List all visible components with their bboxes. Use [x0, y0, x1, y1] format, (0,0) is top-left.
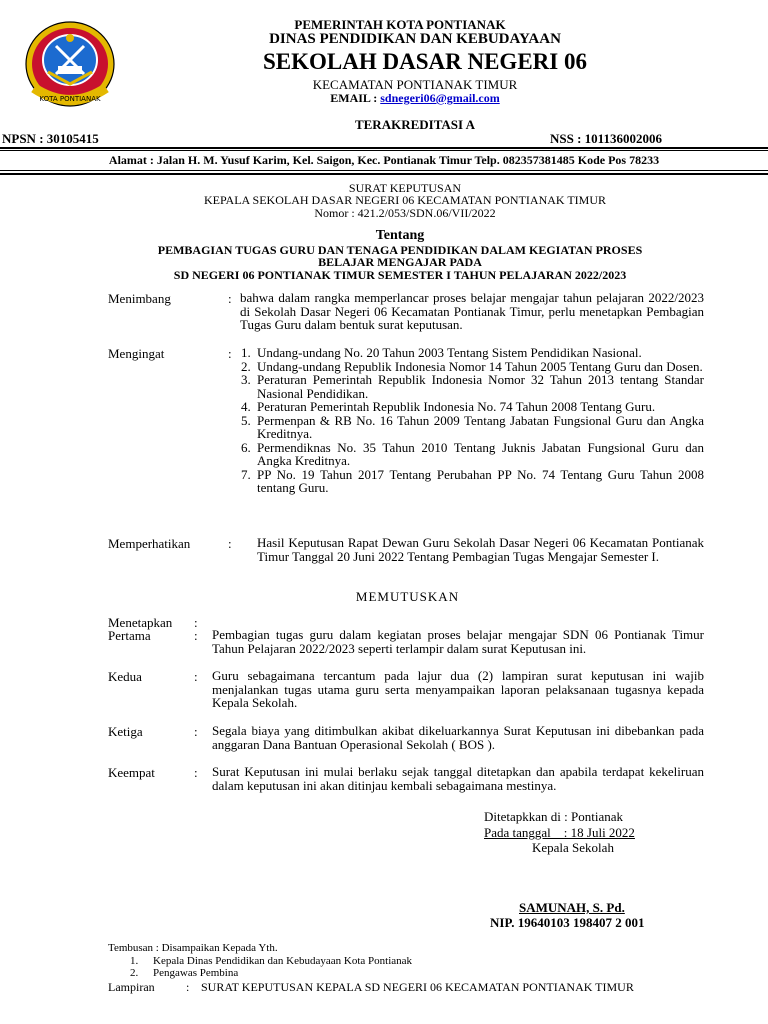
header-rule-top [0, 147, 768, 149]
tembusan-item-2: Pengawas Pembina [153, 967, 239, 979]
ketiga-text: Segala biaya yang ditimbulkan akibat dikeluarkannya Surat Keputusan ini dibebankan pada anggaran Dana Bantuan Operasional Sekolah ( BOS ). [212, 723, 704, 752]
list-item: 7. PP No. 19 Tahun 2017 Tentang Perubahan PP No. 74 Tentang Guru Tahun 2008 tentang Guru. [241, 466, 704, 495]
list-item: 5. Permenpan & RB No. 16 Tahun 2009 Tentang Jabatan Fungsional Guru dan Angka Kreditnya. [241, 412, 704, 441]
title-surat-keputusan: SURAT KEPUTUSAN [348, 181, 462, 195]
tembusan-title: Tembusan : Disampaikan Kepada Yth. [108, 942, 278, 954]
keempat-label: Keempat [108, 765, 155, 780]
akreditasi: TERAKREDITASI A [354, 117, 476, 132]
list-item: 2. Undang-undang Republik Indonesia Nomor 14 Tahun 2005 Tentang Guru dan Dosen. [241, 358, 703, 374]
pertama-colon: : [194, 628, 198, 643]
mengingat-list [241, 346, 704, 495]
nss: NSS : 101136002006 [550, 131, 662, 146]
subject-line2: BELAJAR MENGAJAR PADA [318, 255, 482, 269]
keempat-text: Surat Keputusan ini mulai berlaku sejak tanggal ditetapkan dan apabila terdapat kekeliruan dalam keputusan ini akan ditinjau kembali sebagaimana mestinya. [212, 764, 704, 793]
menimbang-label: Menimbang [108, 291, 171, 306]
header-email-row [0, 91, 768, 106]
title-kepala: KEPALA SEKOLAH DASAR NEGERI 06 KECAMATAN PONTIANAK TIMUR [203, 193, 607, 207]
signer-nip: NIP. 19640103 198407 2 001 [490, 915, 645, 930]
lampiran-label: Lampiran [108, 980, 155, 994]
email-link[interactable]: sdnegeri06@gmail.com [380, 91, 500, 105]
ketiga-colon: : [194, 724, 198, 739]
list-item: 3. Peraturan Pemerintah Republik Indonesia Nomor 32 Tahun 2013 tentang Standar Nasional Pendidikan. [241, 372, 704, 401]
tembusan-item-1: Kepala Dinas Pendidikan dan Kebudayaan Kota Pontianak [153, 955, 413, 967]
signer-name: SAMUNAH, S. Pd. [519, 900, 625, 915]
subject-line3: SD NEGERI 06 PONTIANAK TIMUR SEMESTER I TAHUN PELAJARAN 2022/2023 [173, 268, 627, 282]
pada-tanggal: Pada tanggal : 18 Juli 2022 [484, 825, 635, 840]
jabatan-kepala: Kepala Sekolah [532, 840, 614, 855]
ketiga-label: Ketiga [108, 724, 143, 739]
memperhatikan-colon: : [228, 536, 232, 551]
header-line2: DINAS PENDIDIKAN DAN KEBUDAYAAN [269, 31, 561, 47]
lampiran-colon: : [186, 980, 190, 994]
header-line1: PEMERINTAH KOTA PONTIANAK [294, 17, 506, 32]
ditetapkan-di: Ditetapkkan di : Pontianak [484, 809, 624, 824]
tembusan-num-2: 2. [130, 967, 139, 979]
subject-line1: PEMBAGIAN TUGAS GURU DAN TENAGA PENDIDIKAN DALAM KEGIATAN PROSES [157, 243, 643, 257]
list-item: 4. Peraturan Pemerintah Republik Indonesia No. 74 Tahun 2008 Tentang Guru. [241, 399, 656, 414]
header-rule-top-thin [0, 150, 768, 151]
title-nomor: Nomor : 421.2/053/SDN.06/VII/2022 [314, 206, 496, 220]
alamat: Alamat : Jalan H. M. Yusuf Karim, Kel. Saigon, Kec. Pontianak Timur Telp. 082357381485 Kode Pos 78233 [108, 153, 660, 167]
pertama-text: Pembagian tugas guru dalam kegiatan proses belajar mengajar SDN 06 Pontianak Timur Tahun Pelajaran 2022/2023 seperti terlampir dalam surat Keputusan ini. [212, 627, 704, 656]
menetapkan-colon: : [194, 615, 198, 630]
tembusan-num-1: 1. [130, 955, 139, 967]
menimbang-text: bahwa dalam rangka memperlancar proses belajar mengajar tahun pelajaran 2022/2023 di Sekolah Dasar Negeri 06 Kecamatan Pontianak Timur, perlu menetapkan Pembagian Tugas Guru dalam bentuk surat keputusan. [240, 290, 704, 332]
pertama-label: Pertama [108, 628, 151, 643]
mengingat-label: Mengingat [108, 346, 165, 361]
list-item: 1. Undang-undang No. 20 Tahun 2003 Tentang Sistem Pendidikan Nasional. [241, 345, 642, 360]
kedua-label: Kedua [108, 669, 142, 684]
menetapkan-label: Menetapkan [108, 615, 173, 630]
email-label: EMAIL : [330, 91, 378, 105]
header-kecamatan: KECAMATAN PONTIANAK TIMUR [312, 77, 518, 92]
header-rule-bottom [0, 173, 768, 175]
title-tentang: Tentang [375, 228, 425, 243]
memperhatikan-label: Memperhatikan [108, 536, 191, 551]
logo-text: KOTA PONTIANAK [39, 95, 101, 103]
header-school-name: SEKOLAH DASAR NEGERI 06 [263, 49, 587, 74]
list-item: 6. Permendiknas No. 35 Tahun 2010 Tentang Juknis Jabatan Fungsional Guru dan Angka Kreditnya. [241, 439, 704, 468]
memutuskan-heading: MEMUTUSKAN [355, 589, 460, 604]
kedua-text: Guru sebagaimana tercantum pada lajur dua (2) lampiran surat keputusan ini wajib menjalankan tugas utama guru serta menyampaikan laporan pelaksanaan tugasnya kepada Kepala Sekolah. [212, 668, 704, 710]
keempat-colon: : [194, 765, 198, 780]
mengingat-colon: : [228, 346, 232, 361]
header-rule-bottom-thin [0, 170, 768, 171]
npsn: NPSN : 30105415 [2, 131, 99, 146]
memperhatikan-text: Hasil Keputusan Rapat Dewan Guru Sekolah Dasar Negeri 06 Kecamatan Pontianak Timur Tanggal 20 Juni 2022 Tentang Pembagian Tugas Mengajar Semester I. [257, 535, 704, 564]
lampiran-text: SURAT KEPUTUSAN KEPALA SD NEGERI 06 KECAMATAN PONTIANAK TIMUR [201, 980, 634, 994]
kedua-colon: : [194, 669, 198, 684]
menimbang-colon: : [228, 291, 232, 306]
